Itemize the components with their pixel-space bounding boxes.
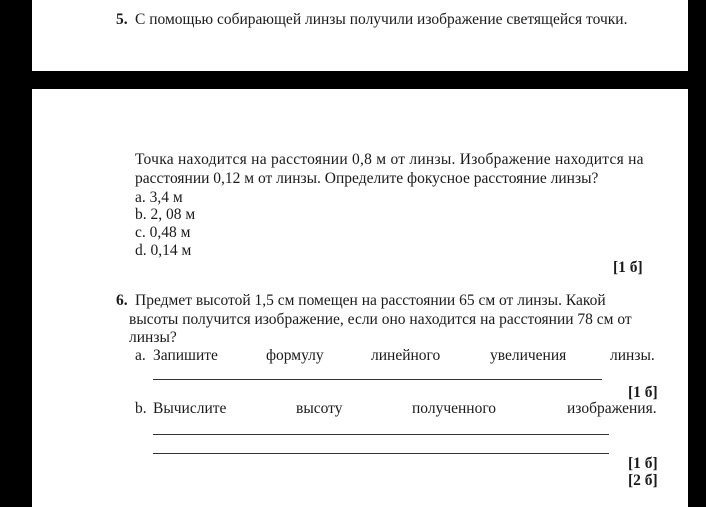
q5-option-c: c. 0,48 м bbox=[135, 224, 191, 241]
q6b-answer-line-2 bbox=[153, 453, 609, 454]
q5-option-d: d. 0,14 м bbox=[135, 242, 192, 259]
q6b-word-3: полученного bbox=[412, 400, 497, 417]
q6a-word-1: Запишите bbox=[153, 347, 218, 364]
page-bottom bbox=[32, 89, 688, 507]
q6b-word-1: Вычислите bbox=[153, 400, 227, 417]
q6a-score: [1 б] bbox=[628, 384, 658, 401]
q6b-score-1: [1 б] bbox=[628, 455, 658, 472]
page-top bbox=[32, 0, 688, 71]
q5-text-line-2: расстоянии 0,12 м от линзы. Определите фокусное расстояние линзы? bbox=[135, 170, 599, 187]
q6-number: 6. bbox=[116, 292, 128, 309]
q5-option-a: a. 3,4 м bbox=[135, 189, 183, 206]
q6a-word-3: линейного bbox=[371, 347, 441, 364]
q6a-word-4: увеличения bbox=[490, 347, 567, 364]
q6-total-score: [2 б] bbox=[628, 472, 658, 489]
q6a-word-2: формулу bbox=[266, 347, 324, 364]
q5-text-line-1: Точка находится на расстоянии 0,8 м от линзы. Изображение находится на bbox=[135, 151, 644, 168]
q6-text-line-2: высоты получится изображение, если оно находится на расстоянии 78 см от bbox=[129, 311, 632, 328]
q6a-answer-line bbox=[153, 379, 602, 380]
q6a-label: a. bbox=[135, 347, 146, 364]
q6a-word-5: линзы. bbox=[610, 347, 655, 364]
q5-score: [1 б] bbox=[613, 259, 643, 276]
q6b-word-2: высоту bbox=[296, 400, 343, 417]
q6-text-line-1: Предмет высотой 1,5 см помещен на расстоянии 65 см от линзы. Какой bbox=[135, 292, 606, 309]
q6b-label: b. bbox=[135, 400, 147, 417]
q5-number: 5. bbox=[116, 11, 128, 28]
q5-title: С помощью собирающей линзы получили изображение светящейся точки. bbox=[135, 11, 628, 28]
q6-text-line-3: линзы? bbox=[129, 329, 177, 346]
q5-option-b: b. 2, 08 м bbox=[135, 206, 196, 223]
q6b-answer-line-1 bbox=[153, 434, 609, 435]
q6b-word-4: изображения. bbox=[567, 400, 657, 417]
